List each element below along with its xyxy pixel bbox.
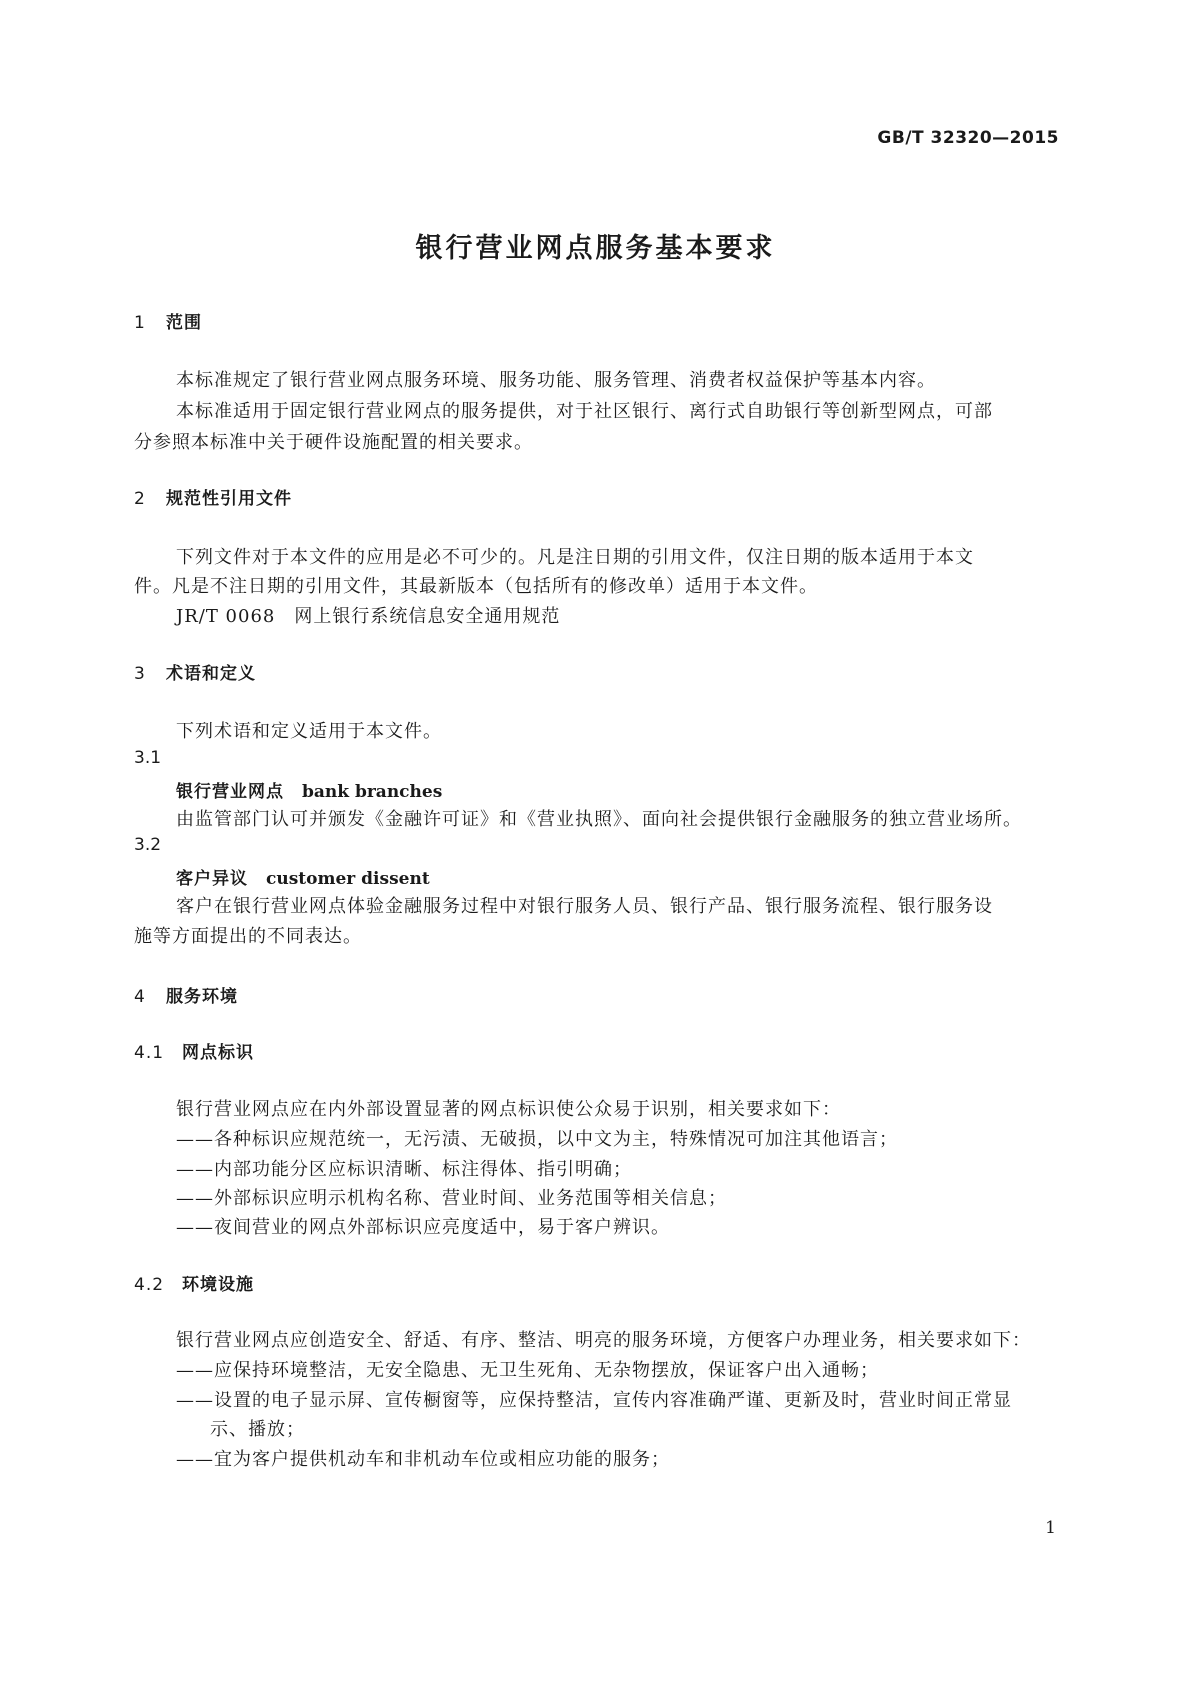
paragraph: 银行营业网点应创造安全、舒适、有序、整洁、明亮的服务环境，方便客户办理业务，相关要求如下：	[176, 1330, 1031, 1351]
term-heading	[176, 777, 442, 802]
section-4-heading	[134, 982, 238, 1007]
term-number: 3.1	[134, 748, 162, 768]
section-1-heading	[134, 308, 202, 333]
paragraph-continuation: 分参照本标准中关于硬件设施配置的相关要求。	[134, 432, 533, 453]
list-item: ——应保持环境整洁，无安全隐患、无卫生死角、无杂物摆放，保证客户出入通畅；	[176, 1360, 879, 1381]
section-title: 术语和定义	[166, 664, 256, 684]
term-english: bank branches	[302, 782, 443, 802]
section-title: 范围	[166, 313, 202, 333]
section-number: 4	[134, 987, 146, 1007]
list-item: ——外部标识应明示机构名称、营业时间、业务范围等相关信息；	[176, 1188, 727, 1209]
normative-reference: JR/T 0068 网上银行系统信息安全通用规范	[176, 606, 561, 627]
term-chinese: 银行营业网点	[176, 782, 284, 802]
term-chinese: 客户异议	[176, 869, 248, 889]
subsection-title: 环境设施	[182, 1275, 254, 1295]
paragraph: 下列文件对于本文件的应用是必不可少的。凡是注日期的引用文件，仅注日期的版本适用于本文	[176, 547, 974, 568]
paragraph: 银行营业网点应在内外部设置显著的网点标识使公众易于识别，相关要求如下：	[176, 1099, 841, 1120]
section-2-heading	[134, 484, 292, 509]
subsection-4-2-heading	[134, 1270, 254, 1295]
paragraph-continuation: 件。凡是不注日期的引用文件，其最新版本（包括所有的修改单）适用于本文件。	[134, 576, 818, 597]
section-number: 1	[134, 313, 146, 333]
list-item: ——内部功能分区应标识清晰、标注得体、指引明确；	[176, 1159, 632, 1180]
paragraph: 下列术语和定义适用于本文件。	[176, 721, 442, 742]
term-definition: 客户在银行营业网点体验金融服务过程中对银行服务人员、银行产品、银行服务流程、银行服务设	[176, 896, 993, 917]
section-title: 规范性引用文件	[166, 489, 292, 509]
section-title: 服务环境	[166, 987, 238, 1007]
standard-number: GB/T 32320—2015	[877, 128, 1059, 148]
list-item: ——设置的电子显示屏、宣传橱窗等，应保持整洁，宣传内容准确严谨、更新及时，营业时间正常显	[176, 1390, 1012, 1411]
section-number: 2	[134, 489, 146, 509]
list-item: ——各种标识应规范统一，无污渍、无破损，以中文为主，特殊情况可加注其他语言；	[176, 1129, 898, 1150]
list-item-continuation: 示、播放；	[210, 1419, 305, 1440]
document-title: 银行营业网点服务基本要求	[415, 233, 776, 264]
section-3-heading	[134, 659, 256, 684]
term-english: customer dissent	[266, 869, 430, 889]
list-item: ——夜间营业的网点外部标识应亮度适中，易于客户辨识。	[176, 1217, 670, 1238]
subsection-number: 4.1	[134, 1043, 165, 1063]
term-definition-continuation: 施等方面提出的不同表达。	[134, 926, 362, 947]
subsection-4-1-heading	[134, 1038, 254, 1063]
subsection-title: 网点标识	[182, 1043, 254, 1063]
list-item: ——宜为客户提供机动车和非机动车位或相应功能的服务；	[176, 1449, 670, 1470]
paragraph: 本标准规定了银行营业网点服务环境、服务功能、服务管理、消费者权益保护等基本内容。	[176, 370, 936, 391]
term-number: 3.2	[134, 835, 162, 855]
section-number: 3	[134, 664, 146, 684]
term-heading	[176, 864, 430, 889]
paragraph: 本标准适用于固定银行营业网点的服务提供，对于社区银行、离行式自助银行等创新型网点，可部	[176, 401, 993, 422]
page-number: 1	[1045, 1518, 1056, 1538]
term-definition: 由监管部门认可并颁发《金融许可证》和《营业执照》、面向社会提供银行金融服务的独立营业场所。	[176, 809, 1022, 830]
subsection-number: 4.2	[134, 1275, 165, 1295]
